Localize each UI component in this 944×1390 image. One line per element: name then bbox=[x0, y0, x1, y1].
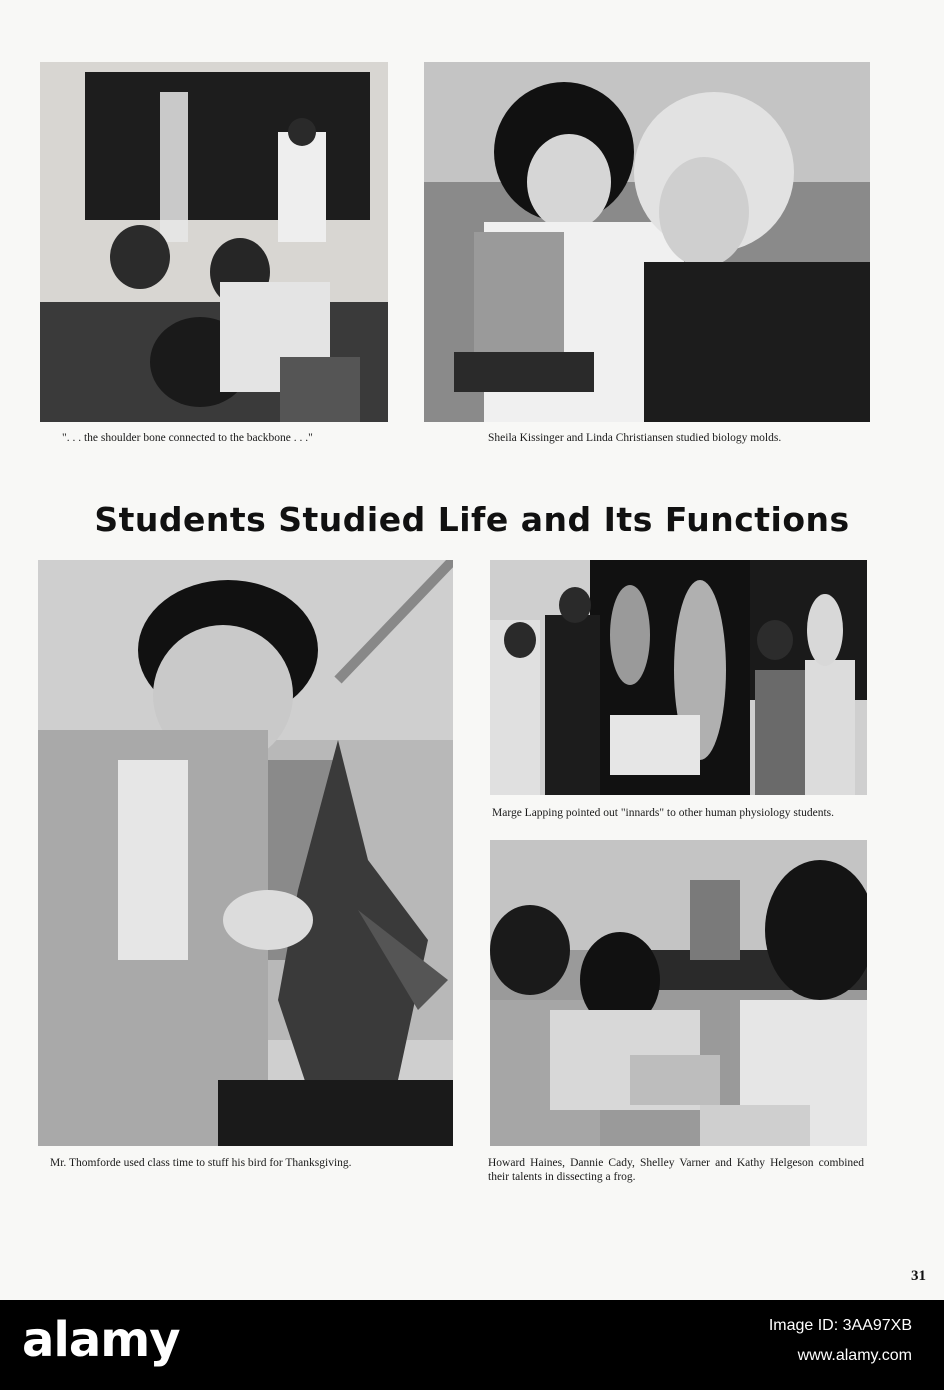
photo-microscope-students bbox=[424, 62, 870, 422]
page-headline: Students Studied Life and Its Functions bbox=[94, 500, 850, 539]
photo-caption: Sheila Kissinger and Linda Christiansen studied biology molds. bbox=[488, 432, 782, 444]
photo-caption: Mr. Thomforde used class time to stuff his bird for Thanksgiving. bbox=[50, 1157, 352, 1169]
stock-url[interactable]: www.alamy.com bbox=[797, 1347, 912, 1364]
image-id: Image ID: 3AA97XB bbox=[768, 1317, 912, 1334]
photo-frog-dissection bbox=[490, 840, 867, 1146]
photo-anatomy-chart bbox=[490, 560, 867, 795]
photo-skeleton-classroom bbox=[40, 62, 388, 422]
alamy-logo: alamy bbox=[22, 1312, 180, 1368]
photo-caption: Howard Haines, Dannie Cady, Shelley Varner and Kathy Helgeson combined their talents in dissecting a frog. bbox=[488, 1157, 864, 1183]
photo-caption: ". . . the shoulder bone connected to the backbone . . ." bbox=[62, 432, 313, 444]
photo-teacher-bird bbox=[38, 560, 453, 1146]
photo-caption: Marge Lapping pointed out "innards" to other human physiology students. bbox=[492, 807, 834, 819]
page-number: 31 bbox=[911, 1268, 926, 1284]
